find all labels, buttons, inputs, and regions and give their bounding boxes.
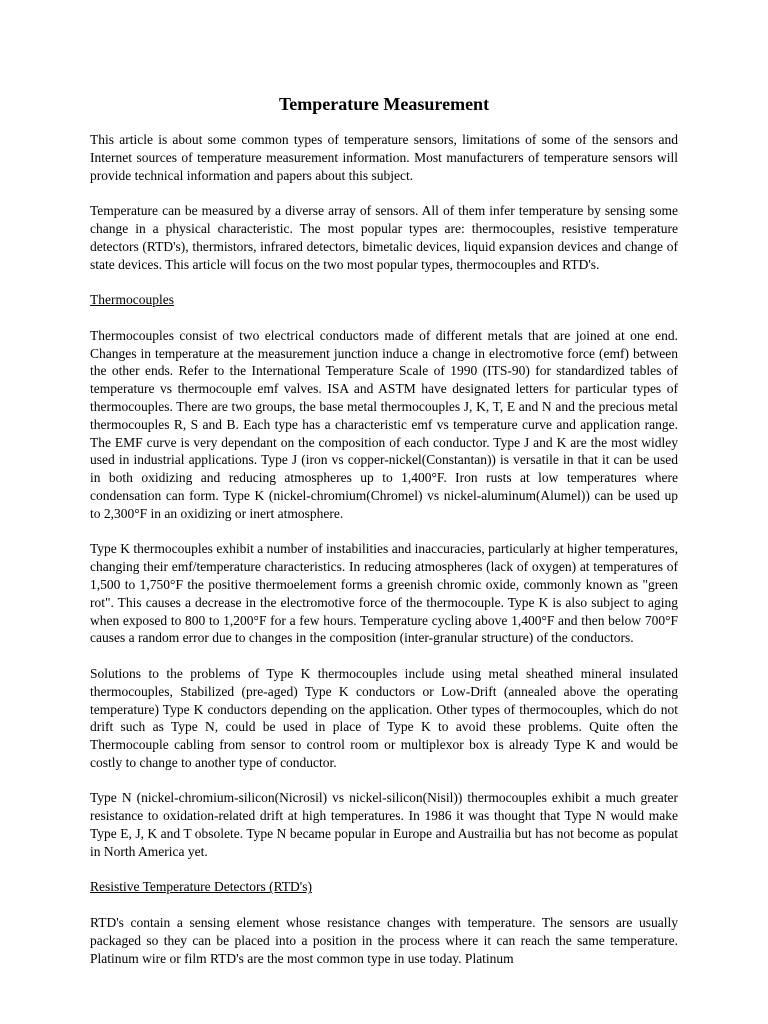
document-page <box>90 90 678 985</box>
thermocouples-paragraph-1: Thermocouples consist of two electrical conductors made of different metals that are joined at one end. Changes in temperature at the measurement junction induce a change in electromotive force (emf) between the other ends. Refer to the International Temperature Scale of 1990 (ITS-90) for standardized tables of temperature vs thermocouple emf valves. ISA and ASTM have designated letters for particular types of thermocouples. There are two groups, the base metal thermocouples J, K, T, E and N and the precious metal thermocouples R, S and B. Each type has a characteristic emf vs temperature curve and application range. The EMF curve is very dependant on the composition of each conductor. Type J and K are the most widley used in industrial applications. Type J (iron vs copper-nickel(Constantan)) is versatile in that it can be used in both oxidizing and reducing atmospheres up to 1,400°F. Iron rusts at low temperatures where condensation can form. Type K (nickel-chromium(Chromel) vs nickel-aluminum(Alumel)) can be used up to 2,300°F in an oxidizing or inert atmosphere. <box>90 327 678 521</box>
intro-paragraph-2: Temperature can be measured by a diverse array of sensors. All of them infer temperature by sensing some change in a physical characteristic. The most popular types are: thermocouples, resistive temperature detectors (RTD's), thermistors, infrared detectors, bimetalic devices, liquid expansion devices and change of state devices. This article will focus on the two most popular types, thermocouples and RTD's. <box>90 203 678 272</box>
intro-paragraph-1: This article is about some common types of temperature sensors, limitations of some of the sensors and Internet sources of temperature measurement information. Most manufacturers of temperature sensors will provide technical information and papers about this subject. <box>90 132 678 183</box>
rtds-heading: Resistive Temperature Detectors (RTD's) <box>90 879 312 895</box>
thermocouples-paragraph-2: Type K thermocouples exhibit a number of instabilities and inaccuracies, particularly at higher temperatures, changing their emf/temperature characteristics. In reducing atmospheres (lack of oxygen) at temperatures of 1,500 to 1,750°F the positive thermoelement forms a greenish chromic oxide, commonly known as "green rot". This causes a decrease in the electromotive force of the thermocouple. Type K is also subject to aging when exposed to 800 to 1,200°F for a few hours. Temperature cycling above 1,400°F and then below 700°F causes a random error due to changes in the composition (inter-granular structure) of the conductors. <box>90 541 678 646</box>
thermocouples-paragraph-4: Type N (nickel-chromium-silicon(Nicrosil) vs nickel-silicon(Nisil)) thermocouples exhibit a much greater resistance to oxidation-related drift at high temperatures. In 1986 it was thought that Type N would make Type E, J, K and T obsolete. Type N became popular in Europe and Austrailia but has not become as populat in North America yet. <box>90 790 678 859</box>
thermocouples-heading: Thermocouples <box>90 292 174 308</box>
rtds-paragraph-1: RTD's contain a sensing element whose resistance changes with temperature. The sensors are usually packaged so they can be placed into a position in the process where it can reach the same temperature. Platinum wire or film RTD's are the most common type in use today. Platinum <box>90 915 678 966</box>
document-title: Temperature Measurement <box>278 94 490 114</box>
thermocouples-paragraph-3: Solutions to the problems of Type K thermocouples include using metal sheathed mineral insulated thermocouples, Stabilized (pre-aged) Type K conductors or Low-Drift (annealed above the operating temperature) Type K conductors depending on the application. Other types of thermocouples, which do not drift such as Type N, could be used in place of Type K to avoid these problems. Quite often the Thermocouple cabling from sensor to control room or multiplexor box is already Type K and would be costly to change to another type of conductor. <box>90 665 678 770</box>
